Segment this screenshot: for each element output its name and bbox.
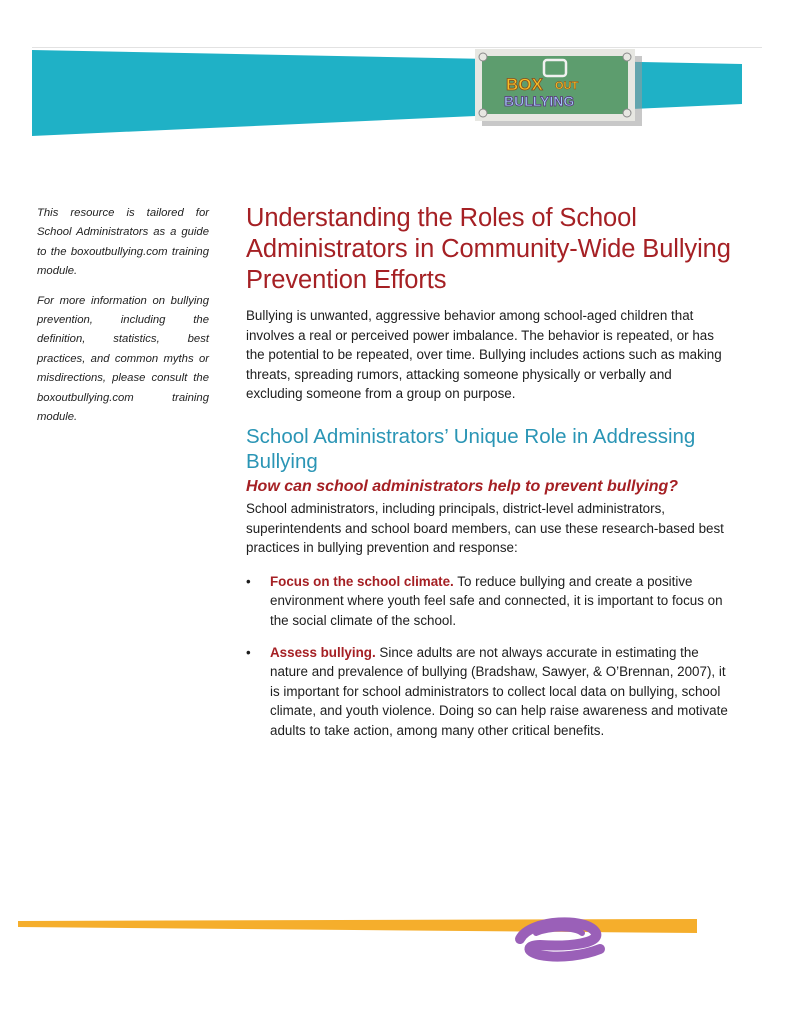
- page-title: Understanding the Roles of School Administrators in Community-Wide Bullying Prevention Efforts: [246, 204, 731, 294]
- practice-text: To reduce bullying and create a positive environment where youth feel safe and connected, it is important to focus on the social climate of the school.: [270, 573, 723, 628]
- sidebar-para-tailored: This resource is tailored for School Administrators as a guide to the boxoutbullying.com training module.: [37, 207, 209, 278]
- section-heading: School Administrators’ Unique Role in Addressing Bullying: [246, 424, 696, 473]
- footer-swirl-icon: [520, 922, 600, 956]
- list-item: [246, 643, 731, 741]
- header-banner: [0, 0, 791, 140]
- intro-paragraph: Bullying is unwanted, aggressive behavior among school-aged children that involves a real or perceived power imbalance. The behavior is repeated, or has the potential to be repeated, over time. Bullying includes actions such as making threats, spreading rumors, attacking someone physically or verbally and excluding someone from a group on purpose.: [246, 308, 722, 402]
- logo-text-out: OUT: [555, 80, 579, 92]
- footer-decoration: [0, 905, 791, 985]
- bullet-icon: •: [246, 573, 251, 589]
- main-content: [246, 203, 731, 753]
- box-out-bullying-logo: [472, 44, 652, 130]
- logo-text-box: BOX: [506, 75, 543, 94]
- sidebar-para-more-info: For more information on bullying prevention, including the definition, statistics, best practices, and common myths or misdirections, please consult the boxoutbullying.com training module.: [37, 294, 209, 424]
- logo-text-bullying: BULLYING: [504, 93, 575, 109]
- practice-lead: Focus on the school climate.: [270, 573, 454, 589]
- bullet-icon: •: [246, 644, 251, 660]
- list-item: [246, 572, 731, 631]
- practice-lead: Assess bullying.: [270, 644, 376, 660]
- sidebar-note: [37, 204, 209, 437]
- practice-text: Since adults are not always accurate in estimating the nature and prevalence of bullying (Bradshaw, Sawyer, & O’Brennan, 2007), it is important for school administrators to collect local data on bullying, school climate, and youth violence. Doing so can help raise awareness and motivate adults to take action, among many other critical benefits.: [270, 644, 728, 738]
- body-paragraph: School administrators, including principals, district-level administrators, superintendents and school board members, can use these research-based best practices in bullying prevention and response:: [246, 500, 724, 556]
- best-practices-list: [246, 572, 731, 741]
- question-heading: How can school administrators help to prevent bullying?: [246, 477, 679, 495]
